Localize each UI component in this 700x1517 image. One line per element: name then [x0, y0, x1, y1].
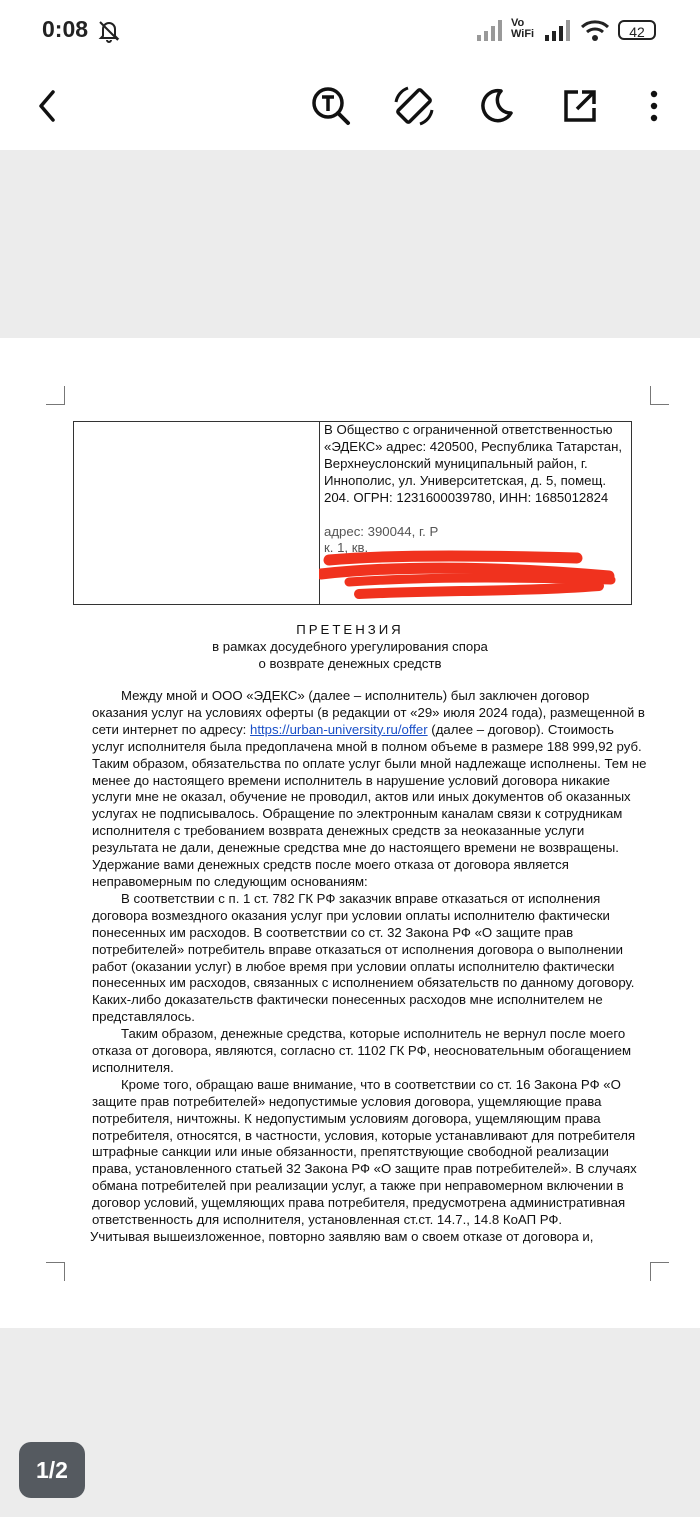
document-subtitle-1: в рамках досудебного урегулирования спора	[212, 639, 488, 654]
more-options-button[interactable]	[626, 78, 682, 134]
moon-icon	[477, 87, 515, 125]
rotate-icon	[392, 84, 436, 128]
night-mode-button[interactable]	[468, 78, 524, 134]
addressee-cell	[324, 422, 624, 557]
sender-partial-2: к. 1, кв.	[324, 540, 369, 556]
page-gap	[0, 150, 700, 338]
more-vertical-icon	[649, 89, 659, 123]
rotate-button[interactable]	[386, 78, 442, 134]
document-subtitle-2: о возврате денежных средств	[258, 656, 442, 671]
open-external-icon	[562, 88, 598, 124]
vowifi-line-2: WiFi	[511, 28, 535, 40]
addressee-text: В Общество с ограниченной ответственностью «ЭДЕКС» адрес: 420500, Республика Татарстан, Верхнеуслонский муниципальный район, г. Иннополис, ул. Университетская, д. 5, помещ. 204. ОГРН: 1231600039780, ИНН: 1685012824	[324, 422, 623, 505]
margin-mark	[650, 1262, 669, 1281]
vowifi-line-1: Vo	[511, 17, 525, 29]
paragraph-2: В соответствии с п. 1 ст. 782 ГК РФ заказчик вправе отказаться от исполнения договора возмездного оказания услуг при условии оплаты исполнителю фактически понесенных им расходов. В соответствии со ст. 32 Закона РФ «О защите прав потребителей» потребитель вправе отказаться от исполнения договора о выполнении работ (оказании услуг) в любое время при условии оплаты исполнителю фактически понесенных им расходов, связанных с исполнением обязательств по данному договору. Каких-либо доказательств фактически понесенных расходов мне исполнителем не представлялось.	[92, 890, 635, 1025]
open-external-button[interactable]	[552, 78, 608, 134]
cell-signal-icon	[476, 18, 504, 47]
document-title: ПРЕТЕНЗИЯ	[296, 622, 404, 637]
chevron-left-icon	[33, 88, 63, 124]
offer-link[interactable]: https://urban-university.ru/offer	[250, 721, 428, 737]
text-search-icon	[311, 86, 351, 126]
vowifi-indicator	[511, 18, 534, 40]
paragraph-1-end: (далее – договор). Стоимость услуг исполнителя была предоплачена мной в полном объеме в размере 188 999,92 руб. Таким образом, обязательства по оплате услуг были мной надлежаще исполнены. Тем не менее до настоящего времени исполнитель в нарушение условий договора никакие услуги мне не оказал, обучение не проводил, актов или иных документов об оказанных услугах не подписывалось. Обращение по электронным каналам связи к сотрудникам исполнителя с требованием возврата денежных средств за неоказанные услуги результата не дали, денежные средства мне до настоящего времени не возвращены. Удержание вами денежных средств после моего отказа от договора является неправомерным по следующим основаниям:	[92, 721, 647, 889]
cell-signal-icon	[544, 18, 572, 47]
address-table	[73, 421, 632, 605]
text-search-button[interactable]	[303, 78, 359, 134]
paragraph-1	[92, 688, 648, 891]
viewer-toolbar	[0, 62, 700, 150]
document-body	[92, 688, 648, 1246]
status-time: 0:08	[42, 16, 89, 42]
mute-icon	[96, 18, 122, 49]
sender-partial-1: адрес: 390044, г. Р	[324, 523, 439, 539]
redaction-scribble	[319, 550, 619, 606]
status-bar	[0, 0, 700, 62]
document-page[interactable]	[0, 338, 700, 1328]
margin-mark	[46, 386, 65, 405]
paragraph-5: Учитывая вышеизложенное, повторно заявляю вам о своем отказе от договора и,	[90, 1229, 594, 1244]
paragraph-4: Кроме того, обращаю ваше внимание, что в соответствии со ст. 16 Закона РФ «О защите прав потребителей» недопустимые условия договора, ущемляющие права потребителя, ничтожны. К недопустимым условиям договора, ущемляющим права потребителя, относятся, в частности, условия, которые устанавливают для потребителя штрафные санкции или иные обязанности, препятствующие свободной реализации права, установленного статьей 32 Закона РФ «О защите прав потребителей». В случаях обмана потребителей при реализации услуг, а также при неправомерном включении в договор условий, ущемляющих права потребителя, предусмотрена административная ответственность для исполнителя, установленная ст.ст. 14.7., 14.8 КоАП РФ.	[92, 1076, 637, 1228]
paragraph-3: Таким образом, денежные средства, которые исполнитель не вернул после моего отказа от договора, являются, согласно ст. 1102 ГК РФ, неосновательным обогащением исполнителя.	[92, 1026, 632, 1075]
document-heading	[0, 621, 700, 672]
paragraph-1-start: Между мной и ООО «ЭДЕКС» (далее – исполнитель) был заключен договор оказания услуг на условиях оферты (в редакции от «29» июля 2024 года), размещенной в сети интернет по адресу:	[92, 688, 645, 737]
margin-mark	[650, 386, 669, 405]
wifi-icon	[580, 18, 610, 47]
margin-mark	[46, 1262, 65, 1281]
back-button[interactable]	[20, 78, 76, 134]
page-indicator[interactable]: 1/2	[19, 1442, 85, 1498]
battery-indicator: 42	[618, 20, 656, 40]
